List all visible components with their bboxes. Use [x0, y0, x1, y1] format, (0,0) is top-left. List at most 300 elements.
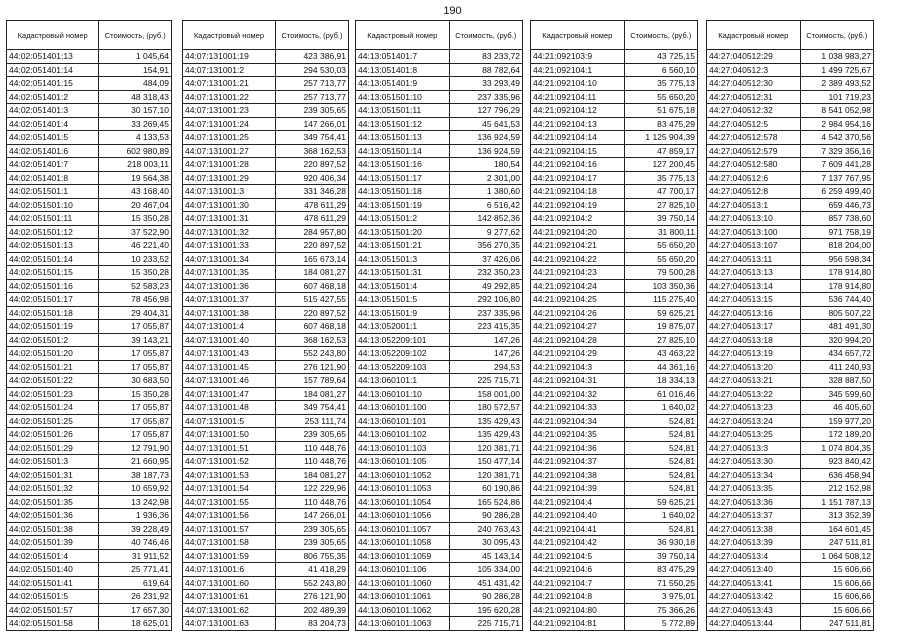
- header-cadastral-number: Кадастровый номер: [183, 21, 276, 50]
- cost-value: 83 475,29: [624, 563, 697, 577]
- cadastral-number: 44:21:092104:22: [531, 252, 625, 266]
- cost-value: 195 620,28: [449, 603, 522, 617]
- cadastral-number: 44:27:040513:41: [707, 576, 801, 590]
- cadastral-number: 44:27:040512:32: [707, 104, 801, 118]
- table-row: [7, 563, 172, 577]
- cost-value: 21 660,95: [99, 455, 172, 469]
- cadastral-number: 44:13:060101:1054: [356, 495, 450, 509]
- cadastral-number: 44:13:052001:1: [356, 320, 450, 334]
- cadastral-number: 44:27:040513:18: [707, 333, 801, 347]
- cadastral-number: 44:21:092104:21: [531, 239, 625, 253]
- cadastral-number: 44:27:040513:19: [707, 347, 801, 361]
- cadastral-number: 44:07:131001:48: [183, 401, 276, 415]
- cadastral-number: 44:13:051501:13: [356, 131, 450, 145]
- table-row: [707, 185, 874, 199]
- cadastral-number: 44:07:131001:31: [183, 212, 276, 226]
- cadastral-number: 44:13:051401:9: [356, 77, 450, 91]
- cadastral-number: 44:21:092104:2: [531, 212, 625, 226]
- cost-value: 237 335,96: [449, 90, 522, 104]
- cadastral-number: 44:27:040513:23: [707, 401, 801, 415]
- table-row: [707, 90, 874, 104]
- table-row: [707, 252, 874, 266]
- table-row: [183, 360, 349, 374]
- table-row: [356, 414, 523, 428]
- cost-value: 127 200,45: [624, 158, 697, 172]
- table-row: [531, 603, 698, 617]
- cost-value: 147 266,01: [275, 509, 348, 523]
- cadastral-number: 44:02:051501:22: [7, 374, 99, 388]
- cadastral-number: 44:21:092104:5: [531, 549, 625, 563]
- cost-value: 88 782,64: [449, 63, 522, 77]
- cost-value: 6 516,42: [449, 198, 522, 212]
- cadastral-number: 44:13:060101:10: [356, 387, 450, 401]
- cadastral-number: 44:27:040513:34: [707, 468, 801, 482]
- table-row: [183, 576, 349, 590]
- cadastral-number: 44:02:051401:15: [7, 77, 99, 91]
- cost-value: 18 625,01: [99, 617, 172, 631]
- cost-value: 38 187,73: [99, 468, 172, 482]
- table-row: [356, 387, 523, 401]
- table-row: [531, 576, 698, 590]
- cost-value: 536 744,40: [800, 293, 873, 307]
- cost-value: 328 887,50: [800, 374, 873, 388]
- table-row: [183, 198, 349, 212]
- cadastral-number: 44:21:092104:16: [531, 158, 625, 172]
- cost-value: 212 152,98: [800, 482, 873, 496]
- cost-value: 524,81: [624, 522, 697, 536]
- cadastral-number: 44:07:131001:50: [183, 428, 276, 442]
- cadastral-number: 44:27:040513:30: [707, 455, 801, 469]
- cost-value: 164 601,45: [800, 522, 873, 536]
- table-row: [531, 225, 698, 239]
- table-row: [707, 50, 874, 64]
- cost-value: 478 611,29: [275, 212, 348, 226]
- cadastral-number: 44:21:092104:37: [531, 455, 625, 469]
- cost-value: 35 775,13: [624, 77, 697, 91]
- cadastral-number: 44:07:131001:57: [183, 522, 276, 536]
- table-row: [7, 387, 172, 401]
- cost-value: 524,81: [624, 468, 697, 482]
- cost-value: 552 243,80: [275, 576, 348, 590]
- table-row: [531, 414, 698, 428]
- cost-value: 78 456,98: [99, 293, 172, 307]
- table-row: [183, 549, 349, 563]
- cadastral-number: 44:13:052209:101: [356, 333, 450, 347]
- table-row: [531, 306, 698, 320]
- cadastral-number: 44:13:051501:12: [356, 117, 450, 131]
- cadastral-number: 44:13:051501:3: [356, 252, 450, 266]
- cost-value: 2 389 493,52: [800, 77, 873, 91]
- table-row: [7, 279, 172, 293]
- cadastral-number: 44:07:131001:63: [183, 617, 276, 631]
- cost-value: 46 405,60: [800, 401, 873, 415]
- table-row: [183, 347, 349, 361]
- cadastral-number: 44:07:131001:24: [183, 117, 276, 131]
- table-row: [707, 347, 874, 361]
- cost-value: 247 511,81: [800, 617, 873, 631]
- cadastral-number: 44:07:131001:28: [183, 158, 276, 172]
- cadastral-table-1: [6, 20, 172, 631]
- table-row: [7, 428, 172, 442]
- cost-value: 37 522,90: [99, 225, 172, 239]
- cost-value: 33 269,45: [99, 117, 172, 131]
- cost-value: 31 911,52: [99, 549, 172, 563]
- table-row: [356, 293, 523, 307]
- table-row: [531, 77, 698, 91]
- table-row: [356, 117, 523, 131]
- cost-value: 147 266,01: [275, 117, 348, 131]
- cadastral-number: 44:21:092104:32: [531, 387, 625, 401]
- cost-value: 35 775,13: [624, 171, 697, 185]
- cadastral-number: 44:07:131001:45: [183, 360, 276, 374]
- cadastral-number: 44:27:040513:4: [707, 549, 801, 563]
- table-row: [707, 144, 874, 158]
- table-row: [531, 549, 698, 563]
- cost-value: 30 683,50: [99, 374, 172, 388]
- cost-value: 17 055,87: [99, 428, 172, 442]
- cost-value: 83 475,29: [624, 117, 697, 131]
- table-row: [356, 441, 523, 455]
- cost-value: 284 957,80: [275, 225, 348, 239]
- cost-value: 313 352,39: [800, 509, 873, 523]
- cost-value: 39 228,49: [99, 522, 172, 536]
- cadastral-number: 44:07:131001:32: [183, 225, 276, 239]
- cost-value: 1 064 508,12: [800, 549, 873, 563]
- cadastral-number: 44:27:040513:44: [707, 617, 801, 631]
- cost-value: 478 611,29: [275, 198, 348, 212]
- cadastral-number: 44:21:092104:27: [531, 320, 625, 334]
- table-row: [531, 387, 698, 401]
- table-row: [356, 495, 523, 509]
- cadastral-number: 44:07:131001:27: [183, 144, 276, 158]
- cadastral-number: 44:13:051401:7: [356, 50, 450, 64]
- cost-value: 294,53: [449, 360, 522, 374]
- cost-value: 451 431,42: [449, 576, 522, 590]
- cadastral-number: 44:27:040512:6: [707, 171, 801, 185]
- cost-value: 276 121,90: [275, 360, 348, 374]
- cadastral-number: 44:13:060101:1060: [356, 576, 450, 590]
- table-row: [356, 522, 523, 536]
- table-row: [531, 347, 698, 361]
- table-row: [356, 360, 523, 374]
- cost-value: 120 381,71: [449, 468, 522, 482]
- table-row: [531, 198, 698, 212]
- cost-value: 1 380,60: [449, 185, 522, 199]
- cost-value: 43 725,15: [624, 50, 697, 64]
- cost-value: 127 796,29: [449, 104, 522, 118]
- cost-value: 423 386,91: [275, 50, 348, 64]
- table-row: [356, 617, 523, 631]
- table-row: [356, 320, 523, 334]
- cost-value: 331 346,28: [275, 185, 348, 199]
- cost-value: 180 572,57: [449, 401, 522, 415]
- cadastral-number: 44:21:092104:29: [531, 347, 625, 361]
- cost-value: 17 055,87: [99, 320, 172, 334]
- cost-value: 159 977,20: [800, 414, 873, 428]
- table-row: [183, 225, 349, 239]
- table-row: [7, 185, 172, 199]
- table-row: [531, 536, 698, 550]
- cost-value: 20 467,04: [99, 198, 172, 212]
- cost-value: 10 659,92: [99, 482, 172, 496]
- table-row: [356, 266, 523, 280]
- cost-value: 51 675,18: [624, 104, 697, 118]
- table-row: [7, 63, 172, 77]
- table-row: [7, 171, 172, 185]
- cost-value: 220 897,52: [275, 306, 348, 320]
- cost-value: 29 404,31: [99, 306, 172, 320]
- table-row: [356, 603, 523, 617]
- cadastral-number: 44:21:092104:13: [531, 117, 625, 131]
- header-cost: Стоимость, (руб.): [99, 21, 172, 50]
- cost-value: 10 233,52: [99, 252, 172, 266]
- table-row: [183, 293, 349, 307]
- cost-value: 75 366,26: [624, 603, 697, 617]
- table-row: [707, 374, 874, 388]
- cost-value: 225 715,71: [449, 617, 522, 631]
- table-row: [531, 252, 698, 266]
- cadastral-number: 44:21:092104:10: [531, 77, 625, 91]
- table-row: [183, 212, 349, 226]
- cost-value: 524,81: [624, 414, 697, 428]
- cost-value: 923 840,42: [800, 455, 873, 469]
- table-row: [183, 239, 349, 253]
- cadastral-number: 44:21:092104:11: [531, 90, 625, 104]
- cadastral-number: 44:13:051501:18: [356, 185, 450, 199]
- cost-value: 110 448,76: [275, 495, 348, 509]
- table-row: [707, 225, 874, 239]
- cadastral-number: 44:21:092104:15: [531, 144, 625, 158]
- table-row: [707, 306, 874, 320]
- table-row: [183, 77, 349, 91]
- cost-value: 294 530,03: [275, 63, 348, 77]
- cost-value: 178 914,80: [800, 266, 873, 280]
- cadastral-number: 44:13:051401:8: [356, 63, 450, 77]
- cadastral-number: 44:21:092104:36: [531, 441, 625, 455]
- cost-value: 9 277,62: [449, 225, 522, 239]
- cost-value: 356 270,35: [449, 239, 522, 253]
- cadastral-number: 44:27:040513:17: [707, 320, 801, 334]
- table-row: [183, 252, 349, 266]
- cadastral-number: 44:02:051401:3: [7, 104, 99, 118]
- table-row: [356, 63, 523, 77]
- cost-value: 154,91: [99, 63, 172, 77]
- table-row: [356, 212, 523, 226]
- cadastral-number: 44:21:092104:80: [531, 603, 625, 617]
- cost-value: 19 875,07: [624, 320, 697, 334]
- cost-value: 60 190,86: [449, 482, 522, 496]
- cost-value: 276 121,90: [275, 590, 348, 604]
- cost-value: 110 448,76: [275, 441, 348, 455]
- table-row: [7, 576, 172, 590]
- cadastral-number: 44:02:051501:24: [7, 401, 99, 415]
- table-row: [183, 590, 349, 604]
- cost-value: 157 789,64: [275, 374, 348, 388]
- cost-value: 184 081,27: [275, 387, 348, 401]
- cadastral-number: 44:07:131001:22: [183, 90, 276, 104]
- cost-value: 220 897,52: [275, 158, 348, 172]
- cadastral-number: 44:02:051501:57: [7, 603, 99, 617]
- cadastral-number: 44:02:051501:12: [7, 225, 99, 239]
- table-row: [531, 333, 698, 347]
- cadastral-number: 44:13:060101:102: [356, 428, 450, 442]
- cost-value: 434 657,72: [800, 347, 873, 361]
- table-row: [531, 131, 698, 145]
- table-row: [183, 90, 349, 104]
- cadastral-number: 44:02:051401:13: [7, 50, 99, 64]
- cadastral-table-3: [355, 20, 523, 631]
- cadastral-number: 44:02:051501:13: [7, 239, 99, 253]
- cadastral-number: 44:21:092104:35: [531, 428, 625, 442]
- cost-value: 7 609 441,28: [800, 158, 873, 172]
- cost-value: 239 305,65: [275, 536, 348, 550]
- table-row: [7, 509, 172, 523]
- cost-value: 1 499 725,67: [800, 63, 873, 77]
- cadastral-number: 44:21:092104:4: [531, 495, 625, 509]
- table-row: [531, 495, 698, 509]
- cost-value: 257 713,77: [275, 77, 348, 91]
- cadastral-number: 44:21:092104:6: [531, 563, 625, 577]
- cadastral-number: 44:13:060101:1062: [356, 603, 450, 617]
- cost-value: 218 003,11: [99, 158, 172, 172]
- cadastral-number: 44:13:052209:102: [356, 347, 450, 361]
- table-row: [707, 522, 874, 536]
- cadastral-number: 44:02:051501:26: [7, 428, 99, 442]
- table-row: [183, 171, 349, 185]
- table-row: [531, 144, 698, 158]
- table-row: [356, 333, 523, 347]
- cost-value: 165 673,14: [275, 252, 348, 266]
- cost-value: 368 162,53: [275, 333, 348, 347]
- table-row: [356, 144, 523, 158]
- cadastral-number: 44:13:060101:103: [356, 441, 450, 455]
- table-row: [531, 428, 698, 442]
- cost-value: 7 137 767,95: [800, 171, 873, 185]
- cadastral-number: 44:02:051401:5: [7, 131, 99, 145]
- table-row: [531, 482, 698, 496]
- cost-value: 27 825,10: [624, 198, 697, 212]
- table-row: [183, 482, 349, 496]
- table-row: [531, 293, 698, 307]
- cadastral-number: 44:21:092104:18: [531, 185, 625, 199]
- cadastral-number: 44:27:040513:35: [707, 482, 801, 496]
- cadastral-number: 44:07:131001:60: [183, 576, 276, 590]
- table-row: [531, 522, 698, 536]
- table-row: [707, 117, 874, 131]
- table-row: [356, 549, 523, 563]
- cost-value: 15 606,66: [800, 603, 873, 617]
- cadastral-number: 44:07:131001:51: [183, 441, 276, 455]
- cadastral-number: 44:07:131001:5: [183, 414, 276, 428]
- header-cost: Стоимость, (руб.): [800, 21, 873, 50]
- cadastral-number: 44:27:040513:22: [707, 387, 801, 401]
- cadastral-number: 44:27:040512:30: [707, 77, 801, 91]
- cadastral-number: 44:02:051501:40: [7, 563, 99, 577]
- cadastral-number: 44:02:051401:14: [7, 63, 99, 77]
- cost-value: 150 477,14: [449, 455, 522, 469]
- table-row: [183, 509, 349, 523]
- cost-value: 19 564,38: [99, 171, 172, 185]
- table-row: [707, 441, 874, 455]
- table-row: [707, 468, 874, 482]
- cost-value: 239 305,65: [275, 522, 348, 536]
- cost-value: 33 293,49: [449, 77, 522, 91]
- cadastral-number: 44:13:051501:16: [356, 158, 450, 172]
- table-row: [356, 576, 523, 590]
- cadastral-number: 44:07:131001:6: [183, 563, 276, 577]
- cost-value: 1 038 983,27: [800, 50, 873, 64]
- table-row: [356, 225, 523, 239]
- table-row: [356, 77, 523, 91]
- cadastral-number: 44:27:040513:38: [707, 522, 801, 536]
- cost-value: 43 463,22: [624, 347, 697, 361]
- table-row: [183, 158, 349, 172]
- cost-value: 43 168,40: [99, 185, 172, 199]
- table-row: [707, 360, 874, 374]
- table-row: [7, 482, 172, 496]
- cost-value: 6 259 499,40: [800, 185, 873, 199]
- cost-value: 7 329 356,16: [800, 144, 873, 158]
- table-row: [183, 374, 349, 388]
- table-row: [531, 401, 698, 415]
- table-row: [7, 333, 172, 347]
- table-row: [7, 549, 172, 563]
- cost-value: 602 980,89: [99, 144, 172, 158]
- table-row: [531, 90, 698, 104]
- cost-value: 135 429,43: [449, 414, 522, 428]
- table-row: [707, 603, 874, 617]
- table-row: [183, 401, 349, 415]
- table-row: [531, 563, 698, 577]
- cadastral-number: 44:21:092104:23: [531, 266, 625, 280]
- table-row: [7, 266, 172, 280]
- cost-value: 48 318,43: [99, 90, 172, 104]
- table-row: [7, 360, 172, 374]
- cadastral-number: 44:07:131001:43: [183, 347, 276, 361]
- cadastral-number: 44:07:131001:25: [183, 131, 276, 145]
- cost-value: 619,64: [99, 576, 172, 590]
- table-row: [356, 104, 523, 118]
- cost-value: 26 231,92: [99, 590, 172, 604]
- table-row: [183, 333, 349, 347]
- table-row: [707, 279, 874, 293]
- table-row: [7, 441, 172, 455]
- cost-value: 920 406,34: [275, 171, 348, 185]
- cadastral-number: 44:07:131001:33: [183, 239, 276, 253]
- table-row: [7, 198, 172, 212]
- cost-value: 239 305,65: [275, 104, 348, 118]
- cadastral-number: 44:27:040513:36: [707, 495, 801, 509]
- table-row: [7, 293, 172, 307]
- table-row: [356, 90, 523, 104]
- cost-value: 17 055,87: [99, 360, 172, 374]
- table-row: [7, 104, 172, 118]
- table-row: [183, 144, 349, 158]
- table-row: [183, 50, 349, 64]
- table-row: [183, 522, 349, 536]
- table-row: [531, 617, 698, 631]
- table-row: [707, 387, 874, 401]
- cadastral-number: 44:21:092104:25: [531, 293, 625, 307]
- cost-value: 202 489,39: [275, 603, 348, 617]
- table-row: [183, 117, 349, 131]
- cadastral-number: 44:07:131001:46: [183, 374, 276, 388]
- table-row: [356, 536, 523, 550]
- table-row: [356, 131, 523, 145]
- cadastral-number: 44:27:040513:13: [707, 266, 801, 280]
- cost-value: 524,81: [624, 428, 697, 442]
- table-row: [7, 603, 172, 617]
